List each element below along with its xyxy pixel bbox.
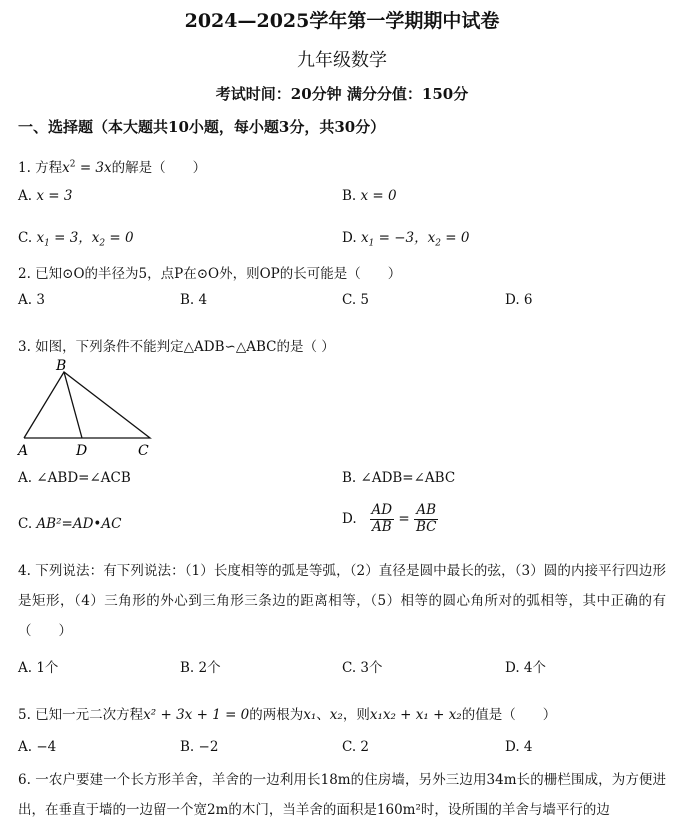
question-1: 1. 方程$x^2 = 3x$的解是（ ） xyxy=(18,159,207,176)
exam-subtitle: 九年级数学 xyxy=(297,50,387,71)
q1-option-a[interactable]: A. x = 3 xyxy=(18,188,73,204)
triangle-figure xyxy=(14,358,164,460)
q2-option-c[interactable]: C. 5 xyxy=(342,292,370,308)
triangle-outline xyxy=(24,372,150,438)
q5-option-a[interactable]: A. −4 xyxy=(18,739,57,755)
question-6: 6. 一农户要建一个长方形羊舍，羊舍的一边利用长18m的住房墙，另外三边用34m长的栅栏围成，为方便进出，在垂直于墙的一边留一个宽2m的木门，当羊舍的面积是160m²时，设所围的羊舍与墙平行的边 xyxy=(18,772,666,818)
q4-option-d[interactable]: D. 4个 xyxy=(505,660,547,676)
q3-option-b[interactable]: B. ∠ADB=∠ABC xyxy=(342,470,456,486)
q5-option-b[interactable]: B. −2 xyxy=(180,739,219,755)
q2-option-b[interactable]: B. 4 xyxy=(180,292,208,308)
q4-option-b[interactable]: B. 2个 xyxy=(180,660,221,676)
q1-option-c[interactable]: C. $x_1 = 3$，$x_2 = 0$ xyxy=(18,230,134,249)
fraction-ab-bc: $\frac{AB}{BC}$ xyxy=(416,502,437,535)
q1-option-b[interactable]: B. x = 0 xyxy=(342,188,397,204)
q3-option-a[interactable]: A. ∠ABD=∠ACB xyxy=(18,470,131,486)
q5-option-c[interactable]: C. 2 xyxy=(342,739,370,755)
vertex-d-label: D xyxy=(76,443,88,459)
vertex-b-label: B xyxy=(56,358,67,374)
q4-option-c[interactable]: C. 3个 xyxy=(342,660,383,676)
exam-title: 2024—2025学年第一学期期中试卷 xyxy=(184,10,500,32)
question-4: 4. 下列说法：有下列说法：（1）长度相等的弧是等弧，（2）直径是圆中最长的弦，（3）圆的内接平行四边形是矩形，（4）三角形的外心到三角形三条边的距离相等，（5）相等的圆心角所对的弧相等，其中正确的有（ ） xyxy=(18,563,666,639)
vertex-c-label: C xyxy=(138,443,149,459)
q3-option-c[interactable]: C. AB²=AD•AC xyxy=(18,516,122,532)
vertex-a-label: A xyxy=(18,443,29,459)
segment-bd xyxy=(64,372,82,438)
q2-option-a[interactable]: A. 3 xyxy=(18,292,45,308)
q5-option-d[interactable]: D. 4 xyxy=(505,739,533,755)
q4-option-a[interactable]: A. 1个 xyxy=(18,660,59,676)
q3-option-d[interactable]: D. $\frac{AD}{AB}$ = $\frac{AB}{BC}$ xyxy=(342,502,437,535)
q2-option-d[interactable]: D. 6 xyxy=(505,292,533,308)
question-2: 2. 已知⊙O的半径为5，点P在⊙O外，则OP的长可能是（ ） xyxy=(18,266,402,282)
question-5: 5. 已知一元二次方程x² + 3x + 1 = 0的两根为x₁、x₂，则x₁x₂ + x₁ + x₂的值是（ ） xyxy=(18,707,557,723)
question-3: 3. 如图，下列条件不能判定△ADB∽△ABC的是（ ） xyxy=(18,339,335,355)
exam-info: 考试时间：20分钟 满分分值：150分 xyxy=(215,85,469,103)
q1-option-d[interactable]: D. $x_1 = -3$，$x_2 = 0$ xyxy=(342,230,470,249)
section-heading: 一、选择题（本大题共10小题，每小题3分，共30分） xyxy=(18,118,386,136)
fraction-ad-ab: $\frac{AD}{AB}$ xyxy=(371,502,393,535)
